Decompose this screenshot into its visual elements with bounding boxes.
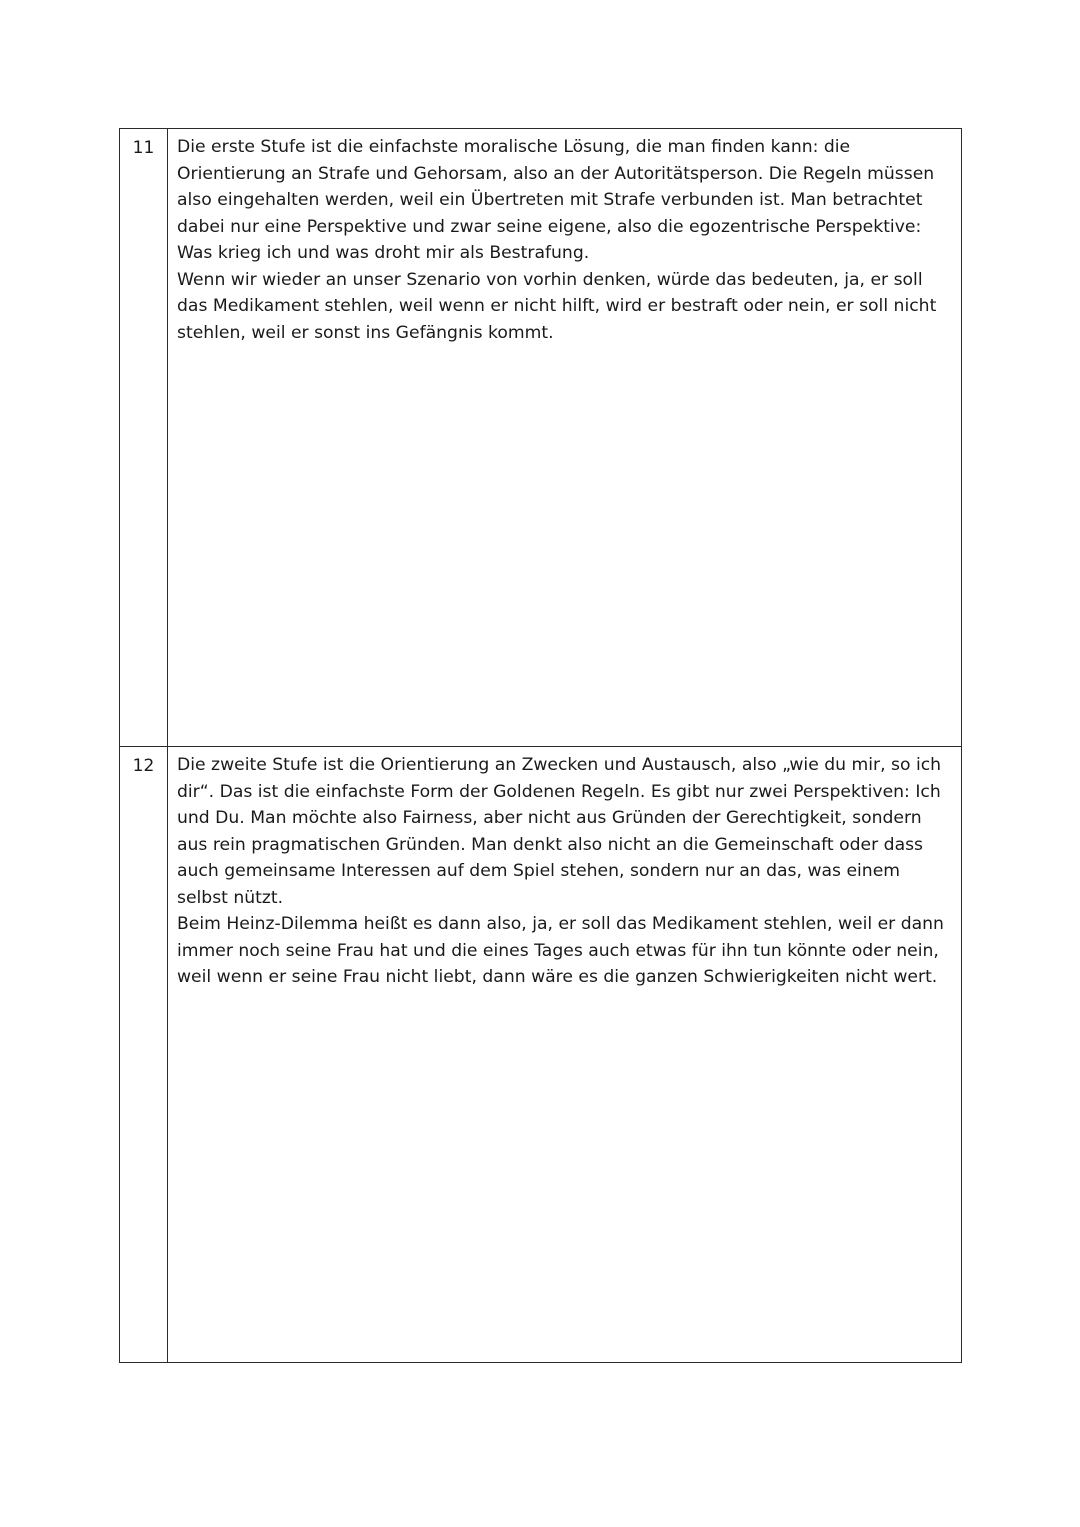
row-text-cell bbox=[168, 747, 961, 1362]
paragraph: Wenn wir wieder an unser Szenario von vorhin denken, würde das bedeuten, ja, er soll das Medikament stehlen, weil wenn er nicht hilft, wird er bestraft oder nein, er soll nicht stehlen, weil er sonst ins Gefängnis kommt. bbox=[177, 269, 937, 343]
row-text-cell bbox=[168, 129, 961, 746]
table-row bbox=[120, 746, 961, 1362]
table-row bbox=[120, 129, 961, 746]
paragraph: Die zweite Stufe ist die Orientierung an Zwecken und Austausch, also „wie du mir, so ich dir“. Das ist die einfachste Form der Goldenen Regeln. Es gibt nur zwei Perspektiven: Ich und Du. Man möchte also Fairness, aber nicht aus Gründen der Gerechtigkeit, sondern aus rein pragmatischen Gründen. Man denkt also nicht an die Gemeinschaft oder dass auch gemeinsame Interessen auf dem Spiel stehen, sondern nur an das, was einem selbst nützt. bbox=[177, 755, 942, 908]
row-number: 12 bbox=[120, 747, 168, 1362]
paragraph: Die erste Stufe ist die einfachste moralische Lösung, die man finden kann: die Orientierung an Strafe und Gehorsam, also an der Autoritätsperson. Die Regeln müssen also eingehalten werden, weil ein Übertreten mit Strafe verbunden ist. Man betrachtet dabei nur eine Perspektive und zwar seine eigene, also die egozentrische Perspektive: Was krieg ich und was droht mir als Bestrafung. bbox=[177, 137, 935, 263]
row-number: 11 bbox=[120, 129, 168, 746]
document-table bbox=[119, 128, 962, 1363]
paragraph: Beim Heinz-Dilemma heißt es dann also, ja, er soll das Medikament stehlen, weil er dann immer noch seine Frau hat und die eines Tages auch etwas für ihn tun könnte oder nein, weil wenn er seine Frau nicht liebt, dann wäre es die ganzen Schwierigkeiten nicht wert. bbox=[177, 914, 944, 987]
